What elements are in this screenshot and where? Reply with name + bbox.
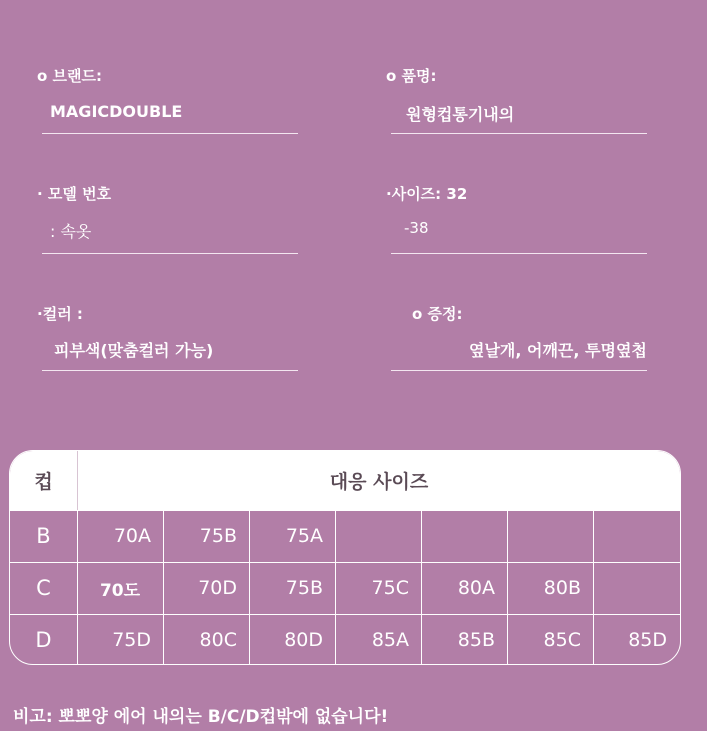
size-cell: 85B [457, 629, 495, 651]
cup-cell: B [36, 524, 51, 548]
color-value: 피부색(맞춤컬러 가능) [54, 341, 214, 360]
gift-label: o 증정: [412, 305, 463, 323]
color-underline [42, 370, 298, 371]
size-cell: 75B [285, 577, 323, 599]
brand-label: o 브랜드: [37, 67, 102, 85]
cup-cell: C [36, 576, 51, 600]
size-cell [421, 510, 507, 562]
model-label: · 모델 번호 [37, 185, 112, 203]
size-table [9, 450, 681, 665]
size-cell: 70D [198, 577, 237, 599]
product-value: 원형컵통기내의 [406, 105, 515, 124]
size-cell: 75C [371, 577, 409, 599]
size-cell: 80D [284, 629, 323, 651]
size-cell: 75B [199, 525, 237, 547]
gift-underline [391, 370, 647, 371]
size-cell: 85D [628, 629, 667, 651]
size-cell: 70A [113, 525, 151, 547]
size-cell: 85C [543, 629, 581, 651]
size-cell [335, 510, 421, 562]
size-cell: 70도 [99, 580, 141, 601]
gift-value: 옆날개, 어깨끈, 투명옆첩 [469, 341, 647, 360]
size-cell: 80A [457, 577, 495, 599]
brand-value: MAGICDOUBLE [50, 102, 183, 121]
color-label: ·컬러 : [37, 305, 83, 323]
table-row [10, 510, 680, 562]
footnote: 비고: 뽀뽀양 에어 내의는 B/C/D컵밖에 없습니다! [13, 707, 389, 727]
brand-underline [42, 133, 298, 134]
model-underline [42, 253, 298, 254]
size-header: 대응 사이즈 [329, 471, 429, 493]
size-label: ·사이즈: 32 [386, 185, 468, 203]
size-cell: 75D [112, 629, 151, 651]
size-cell: 75A [285, 525, 323, 547]
size-cell: 85A [371, 629, 409, 651]
size-cell [593, 510, 679, 562]
size-cell: 80B [543, 577, 581, 599]
product-underline [391, 133, 647, 134]
table-row [10, 614, 680, 665]
size-cell [507, 510, 593, 562]
model-value: : 속옷 [50, 222, 92, 241]
size-underline [391, 253, 647, 254]
product-label: o 품명: [386, 67, 437, 85]
size-value: -38 [404, 219, 429, 237]
cup-cell: D [35, 628, 52, 652]
table-header [10, 451, 680, 510]
cup-header: 컵 [34, 471, 53, 493]
size-cell [593, 562, 679, 614]
table-row [10, 562, 680, 614]
size-cell: 80C [199, 629, 237, 651]
